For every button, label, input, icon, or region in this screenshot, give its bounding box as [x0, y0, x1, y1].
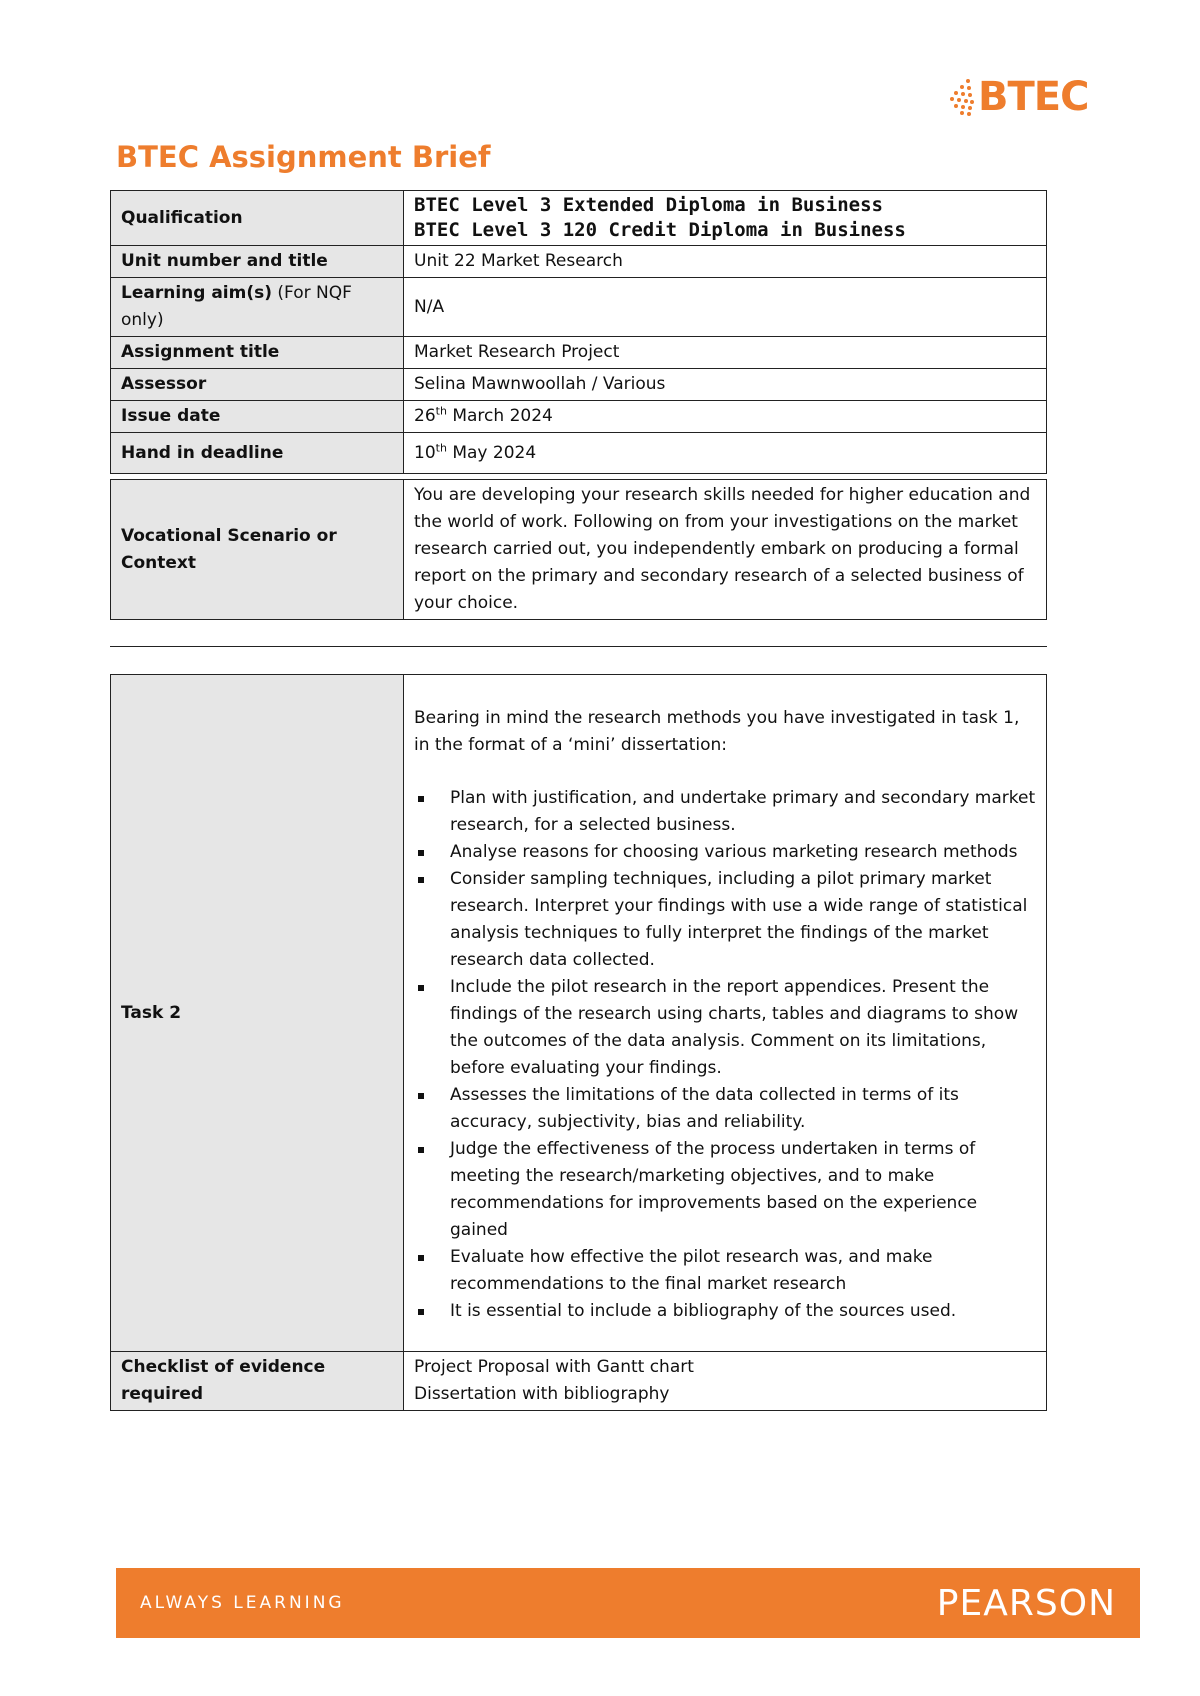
checklist-item: Project Proposal with Gantt chart — [414, 1357, 694, 1377]
deadline-day-suffix: th — [435, 440, 447, 454]
task-bullet: Analyse reasons for choosing various marketing research methods — [450, 839, 1036, 866]
scenario-row — [111, 480, 1047, 620]
learning-aim-note: (For NQF only) — [121, 283, 352, 330]
issue-date-row — [111, 401, 1047, 433]
qualification-row — [111, 191, 1047, 246]
qualification-line-1: BTEC Level 3 Extended Diploma in Business — [414, 194, 883, 216]
assessor-row — [111, 369, 1047, 401]
learning-aim-label — [111, 278, 404, 337]
checklist-row — [111, 1352, 1047, 1411]
task-bullet: Judge the effectiveness of the process undertaken in terms of meeting the research/marketing objectives, and to make recommendations for improvements based on the experience gained — [450, 1136, 1036, 1244]
issue-day-suffix: th — [435, 404, 447, 418]
task-bullet: Consider sampling techniques, including a pilot primary market research. Interpret your findings with use a wide range of statistical analysis techniques to fully interpret the findings of the market research data collected. — [450, 866, 1036, 974]
btec-logo — [950, 72, 1100, 122]
task-row — [111, 675, 1047, 1352]
task-bullet: Plan with justification, and undertake primary and secondary market research, for a selected business. — [450, 785, 1036, 839]
page-title: BTEC Assignment Brief — [116, 140, 491, 174]
details-table — [110, 190, 1047, 474]
deadline-label: Hand in deadline — [111, 433, 404, 474]
deadline-day: 10 — [414, 442, 436, 463]
assessor-value: Selina Mawnwoollah / Various — [404, 369, 1047, 401]
task-bullet: It is essential to include a bibliography of the sources used. — [450, 1298, 1036, 1325]
assessor-label: Assessor — [111, 369, 404, 401]
section-divider — [110, 646, 1047, 647]
scenario-label: Vocational Scenario or Context — [111, 480, 404, 620]
deadline-month-year: May 2024 — [446, 442, 537, 463]
footer-banner — [116, 1568, 1140, 1638]
task-label: Task 2 — [111, 675, 404, 1352]
scenario-table — [110, 479, 1047, 620]
task-bullet-list — [414, 785, 1036, 1325]
task-bullet: Include the pilot research in the report appendices. Present the findings of the research using charts, tables and diagrams to show the outcomes of the data analysis. Comment on its limitations, before evaluating your findings. — [450, 974, 1036, 1082]
task-bullet: Assesses the limitations of the data collected in terms of its accuracy, subjectivity, bias and reliability. — [450, 1082, 1036, 1136]
issue-month-year: March 2024 — [446, 406, 553, 426]
checklist-value — [404, 1352, 1047, 1411]
deadline-value — [404, 433, 1047, 474]
logo-dots-icon — [950, 75, 976, 119]
logo-text: BTEC — [978, 74, 1089, 120]
assignment-value: Market Research Project — [404, 337, 1047, 369]
issue-date-label: Issue date — [111, 401, 404, 433]
qualification-label: Qualification — [111, 191, 404, 246]
learning-aim-value: N/A — [404, 278, 1047, 337]
scenario-text: You are developing your research skills needed for higher education and the world of work. Following on from your investigations on the market research carried out, you independently embark on producing a formal report on the primary and secondary research of a selected business of your choice. — [404, 480, 1047, 620]
assignment-row — [111, 337, 1047, 369]
pearson-logo: PEARSON — [936, 1582, 1116, 1624]
checklist-item: Dissertation with bibliography — [414, 1384, 670, 1404]
unit-value: Unit 22 Market Research — [404, 246, 1047, 278]
unit-label: Unit number and title — [111, 246, 404, 278]
learning-aim-label-text: Learning aim(s) — [121, 283, 273, 303]
checklist-label: Checklist of evidence required — [111, 1352, 404, 1411]
qualification-value — [404, 191, 1047, 246]
task-table — [110, 674, 1047, 1411]
task-content — [404, 675, 1047, 1352]
qualification-line-2: BTEC Level 3 120 Credit Diploma in Business — [414, 219, 906, 241]
issue-day: 26 — [414, 406, 436, 426]
unit-row — [111, 246, 1047, 278]
task-bullet: Evaluate how effective the pilot research was, and make recommendations to the final market research — [450, 1244, 1036, 1298]
footer-tagline: ALWAYS LEARNING — [140, 1593, 345, 1613]
learning-aim-row — [111, 278, 1047, 337]
task-intro: Bearing in mind the research methods you have investigated in task 1, in the format of a ‘mini’ dissertation: — [414, 708, 1020, 755]
deadline-row — [111, 433, 1047, 474]
assignment-label: Assignment title — [111, 337, 404, 369]
issue-date-value — [404, 401, 1047, 433]
